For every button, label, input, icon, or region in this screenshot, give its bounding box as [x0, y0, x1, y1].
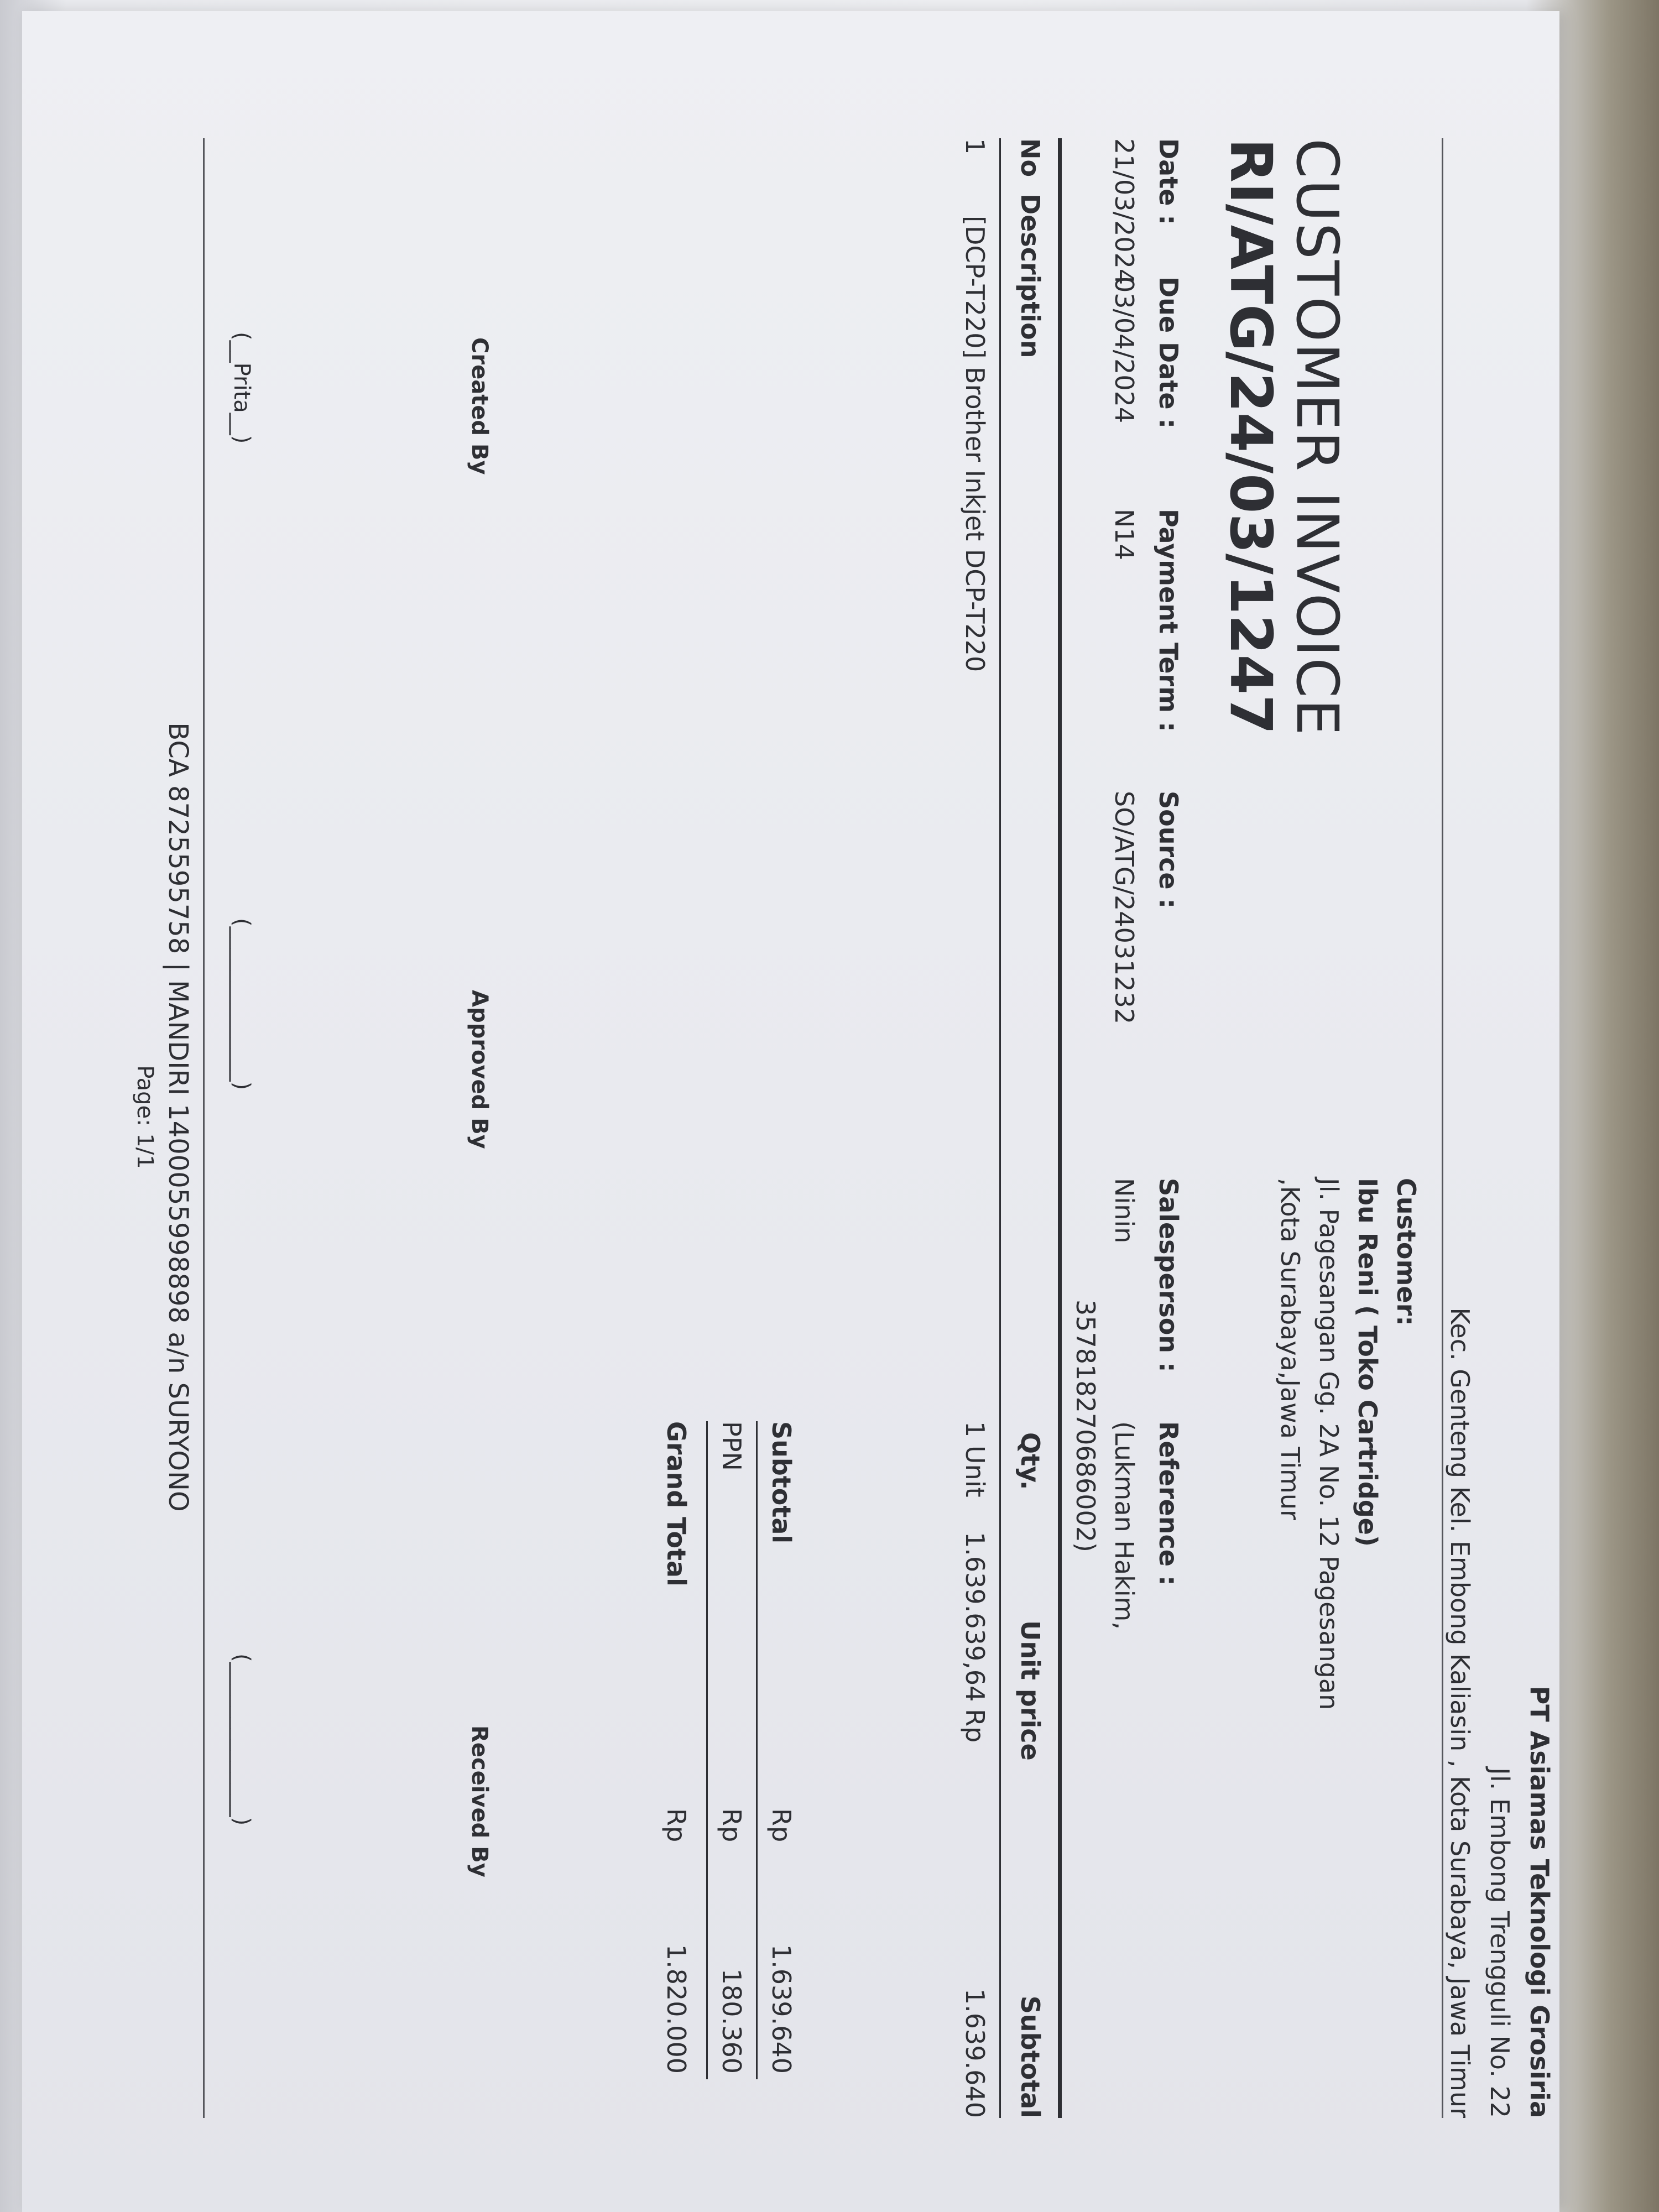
page-number: Page: 1/1 [132, 1065, 158, 1169]
reference-value-line1: (Lukman Hakim, [1109, 1421, 1139, 1630]
reference-label: Reference : [1154, 1421, 1183, 1586]
created-by-value: (__Prita__) [229, 332, 254, 444]
column-header-description: Description [1015, 194, 1045, 358]
row-subtotal: 1.639.640 [960, 1988, 990, 2118]
invoice-page [133, 94, 1571, 2140]
customer-address-line2: ,Kota Surabaya,Jawa Timur [1275, 1178, 1305, 1520]
company-address-line1: Jl. Embong Trengguli No. 22 [1485, 1767, 1515, 2118]
customer-name: Ibu Reni ( Toko Cartridge) [1353, 1178, 1383, 1547]
column-header-subtotal: Subtotal [1015, 1995, 1045, 2118]
table-header-rule [999, 138, 1001, 2118]
row-description: [DCP-T220] Brother Inkjet DCP-T220 [960, 216, 990, 672]
ppn-label: PPN [717, 1421, 747, 1471]
subtotal-label: Subtotal [766, 1421, 796, 1544]
approved-by-value: (______________) [229, 918, 254, 1091]
subtotal-rule [756, 1421, 758, 2079]
payment-term-label: Payment Term : [1154, 509, 1183, 732]
subtotal-currency: Rp [766, 1808, 796, 1843]
received-by-value: (______________) [229, 1653, 254, 1826]
date-label: Date : [1154, 138, 1183, 225]
salesperson-label: Salesperson : [1154, 1178, 1183, 1373]
grand-total-currency: Rp [661, 1808, 691, 1843]
bank-accounts: BCA 8725595758 | MANDIRI 1400055998898 a/n SURYONO [163, 722, 194, 1512]
company-address-line2: Kec. Genteng Kel. Embong Kaliasin , Kota Surabaya, Jawa Timur [1445, 1307, 1475, 2118]
ppn-currency: Rp [717, 1808, 747, 1843]
footer-divider [203, 138, 205, 2118]
header-divider [1442, 138, 1443, 2118]
source-value: SO/ATG/24031232 [1109, 791, 1139, 1025]
received-by-label: Received By [467, 1725, 492, 1877]
approved-by-label: Approved By [467, 990, 492, 1149]
due-date-value: 03/04/2024 [1109, 276, 1139, 424]
source-label: Source : [1154, 791, 1183, 909]
customer-block [1271, 1178, 1426, 1710]
grand-total-value: 1.820.000 [661, 1944, 691, 2074]
column-header-no: No [1015, 138, 1045, 178]
row-unit-price: 1.639.639,64 [960, 1532, 990, 1702]
company-header [1440, 1308, 1559, 2118]
column-header-unit-price: Unit price [1015, 1620, 1045, 1761]
invoice-number: RI/ATG/24/03/1247 [1217, 138, 1285, 735]
date-value: 21/03/2024 [1109, 138, 1139, 285]
invoice-paper [22, 11, 1559, 2212]
reference-value-line2: 3578182706860​02) [1071, 1300, 1100, 1552]
invoice-title: CUSTOMER INVOICE [1284, 138, 1351, 737]
table-top-rule [1058, 138, 1062, 2118]
row-no: 1 [960, 138, 990, 155]
customer-address-line1: Jl. Pagesangan Gg. 2A No. 12 Pagesangan [1314, 1178, 1344, 1710]
company-name: PT Asiamas Teknologi Grosiria [1525, 1686, 1554, 2118]
created-by-label: Created By [467, 337, 492, 475]
ppn-rule [706, 1421, 708, 2079]
customer-label: Customer: [1391, 1178, 1421, 1326]
subtotal-value: 1.639.640 [766, 1944, 796, 2074]
row-currency: Rp [960, 1709, 990, 1743]
payment-term-value: N14 [1109, 509, 1139, 560]
salesperson-value: Ninin [1109, 1178, 1139, 1244]
column-header-qty: Qty. [1015, 1432, 1045, 1490]
due-date-label: Due Date : [1154, 276, 1183, 429]
grand-total-label: Grand Total [661, 1421, 691, 1587]
row-qty: 1 Unit [960, 1421, 990, 1498]
ppn-value: 180.360 [717, 1968, 747, 2074]
